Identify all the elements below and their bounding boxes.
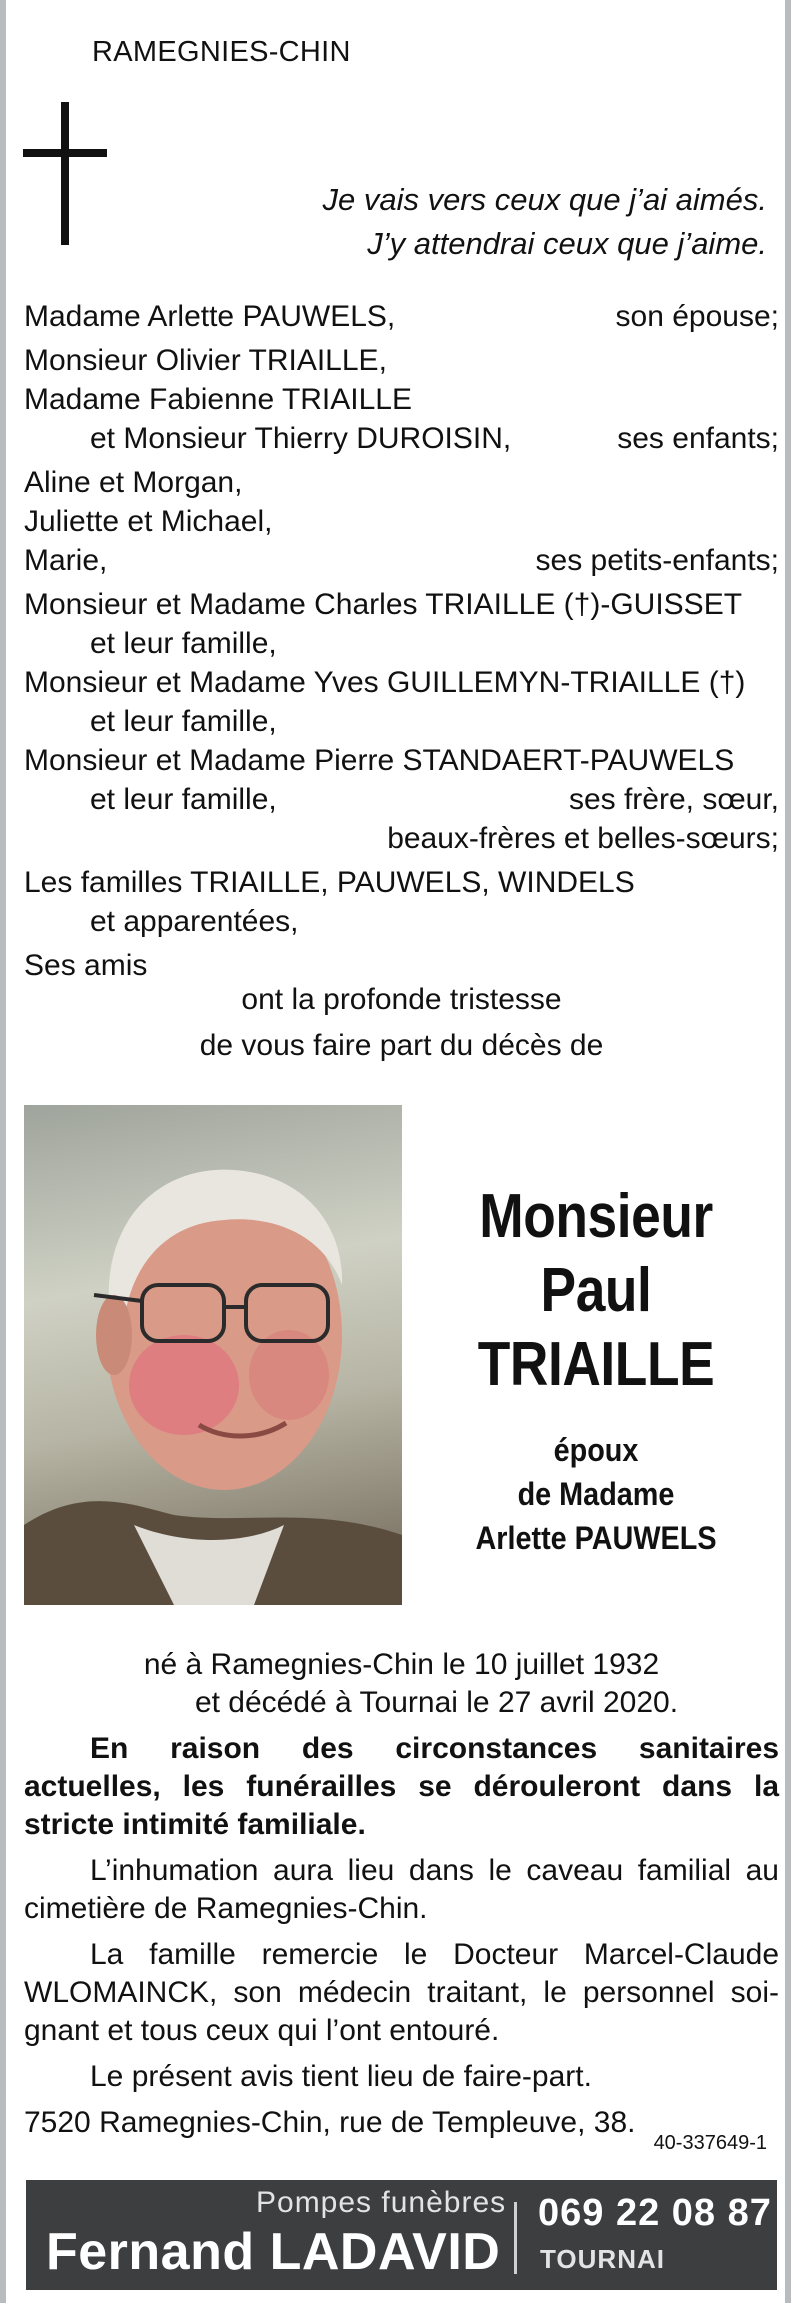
cross-icon-bar bbox=[23, 149, 107, 157]
quote-line: J’y attendrai ceux que j’aime. bbox=[367, 226, 767, 261]
cross-icon bbox=[61, 102, 69, 245]
family-member: Monsieur Olivier TRIAILLE, bbox=[24, 344, 387, 377]
announcement-line: ont la profonde tristesse bbox=[241, 983, 562, 1016]
deceased-name-block bbox=[411, 1180, 781, 1560]
family-row bbox=[24, 585, 779, 624]
death-line: et décédé à Tournai le 27 avril 2020. bbox=[194, 1686, 679, 1719]
thanks-text: La famille remercie le Docteur Marcel-Claude WLOMAINCK, son médecin traitant, le personnel soi-gnant et tous ceux qui l’ont entouré. bbox=[24, 1938, 779, 2047]
birth-line: né à Ramegnies-Chin le 10 juillet 1932 bbox=[143, 1648, 660, 1681]
deceased-last-name: TRIAILLE bbox=[477, 1330, 715, 1399]
family-row bbox=[24, 624, 779, 663]
epitaph-quote bbox=[322, 178, 767, 266]
burial-info: L’inhumation aura lieu dans le caveau familial au cimetière de Ramegnies-Chin. bbox=[24, 1854, 779, 1925]
faire-part-note: Le présent avis tient lieu de faire-part. bbox=[90, 2060, 592, 2093]
family-member: et apparentées, bbox=[90, 905, 299, 938]
family-address: 7520 Ramegnies-Chin, rue de Templeuve, 38. bbox=[24, 2106, 636, 2139]
family-member: Monsieur et Madame Yves GUILLEMYN-TRIAILLE (†) bbox=[24, 666, 746, 699]
family-member: Monsieur et Madame Pierre STANDAERT-PAUWELS bbox=[24, 744, 735, 777]
announcement-line: de vous faire part du décès de bbox=[199, 1029, 604, 1062]
family-row bbox=[24, 341, 779, 380]
spouse-info bbox=[430, 1428, 763, 1560]
funeral-home-city: TOURNAI bbox=[540, 2244, 665, 2274]
family-member: et leur famille, bbox=[90, 705, 277, 738]
family-row bbox=[24, 741, 779, 780]
funeral-home-phone: 069 22 08 87 bbox=[538, 2192, 772, 2234]
family-relation: ses petits-enfants; bbox=[535, 544, 779, 577]
family-row bbox=[24, 502, 779, 541]
service-label: Pompes funèbres bbox=[256, 2186, 507, 2219]
banner-divider bbox=[514, 2202, 517, 2274]
family-relation: ses enfants; bbox=[617, 422, 779, 455]
spouse-line: de Madame bbox=[517, 1476, 675, 1512]
family-row bbox=[24, 419, 779, 458]
family-row bbox=[24, 541, 779, 580]
family-relation: ses frère, sœur, bbox=[568, 783, 779, 816]
family-relation: son épouse; bbox=[615, 300, 779, 333]
family-relation: beaux-frères et belles-sœurs; bbox=[387, 822, 779, 855]
funeral-home-banner bbox=[26, 2180, 777, 2290]
family-member: et Monsieur Thierry DUROISIN, bbox=[90, 422, 512, 455]
family-list bbox=[24, 297, 779, 985]
family-member: Ses amis bbox=[24, 949, 148, 982]
family-member: Juliette et Michael, bbox=[24, 505, 273, 538]
deceased-first-name: Paul bbox=[540, 1256, 652, 1325]
family-member: et leur famille, bbox=[90, 627, 277, 660]
family-member: Madame Arlette PAUWELS, bbox=[24, 300, 396, 333]
family-row bbox=[24, 463, 779, 502]
notice-body bbox=[24, 1646, 779, 2142]
family-member: Madame Fabienne TRIAILLE bbox=[24, 383, 412, 416]
family-row bbox=[24, 663, 779, 702]
family-row bbox=[24, 819, 779, 858]
quote-line: Je vais vers ceux que j’ai aimés. bbox=[322, 182, 767, 217]
family-row bbox=[24, 702, 779, 741]
reference-number: 40-337649-1 bbox=[653, 2132, 767, 2154]
portrait-photo bbox=[24, 1105, 402, 1605]
family-row bbox=[24, 863, 779, 902]
spouse-line: époux bbox=[553, 1432, 639, 1468]
family-member: Monsieur et Madame Charles TRIAILLE (†)-GUISSET bbox=[24, 588, 743, 621]
family-row bbox=[24, 780, 779, 819]
family-member: Aline et Morgan, bbox=[24, 466, 243, 499]
family-row bbox=[24, 297, 779, 336]
location-heading: RAMEGNIES-CHIN bbox=[92, 36, 351, 68]
family-member: et leur famille, bbox=[90, 783, 277, 816]
family-row bbox=[24, 902, 779, 941]
funeral-home-name: Fernand LADAVID bbox=[46, 2223, 501, 2281]
family-member: Les familles TRIAILLE, PAUWELS, WINDELS bbox=[24, 866, 635, 899]
spouse-line: Arlette PAUWELS bbox=[475, 1520, 717, 1556]
funeral-notice: En raison des circonstances sanitaires actuelles, les funérailles se dérouleront dans la stricte intimité familiale. bbox=[24, 1732, 779, 1841]
family-row bbox=[24, 380, 779, 419]
deceased-title: Monsieur bbox=[479, 1182, 713, 1251]
family-member: Marie, bbox=[24, 544, 108, 577]
announcement-text bbox=[24, 977, 779, 1069]
